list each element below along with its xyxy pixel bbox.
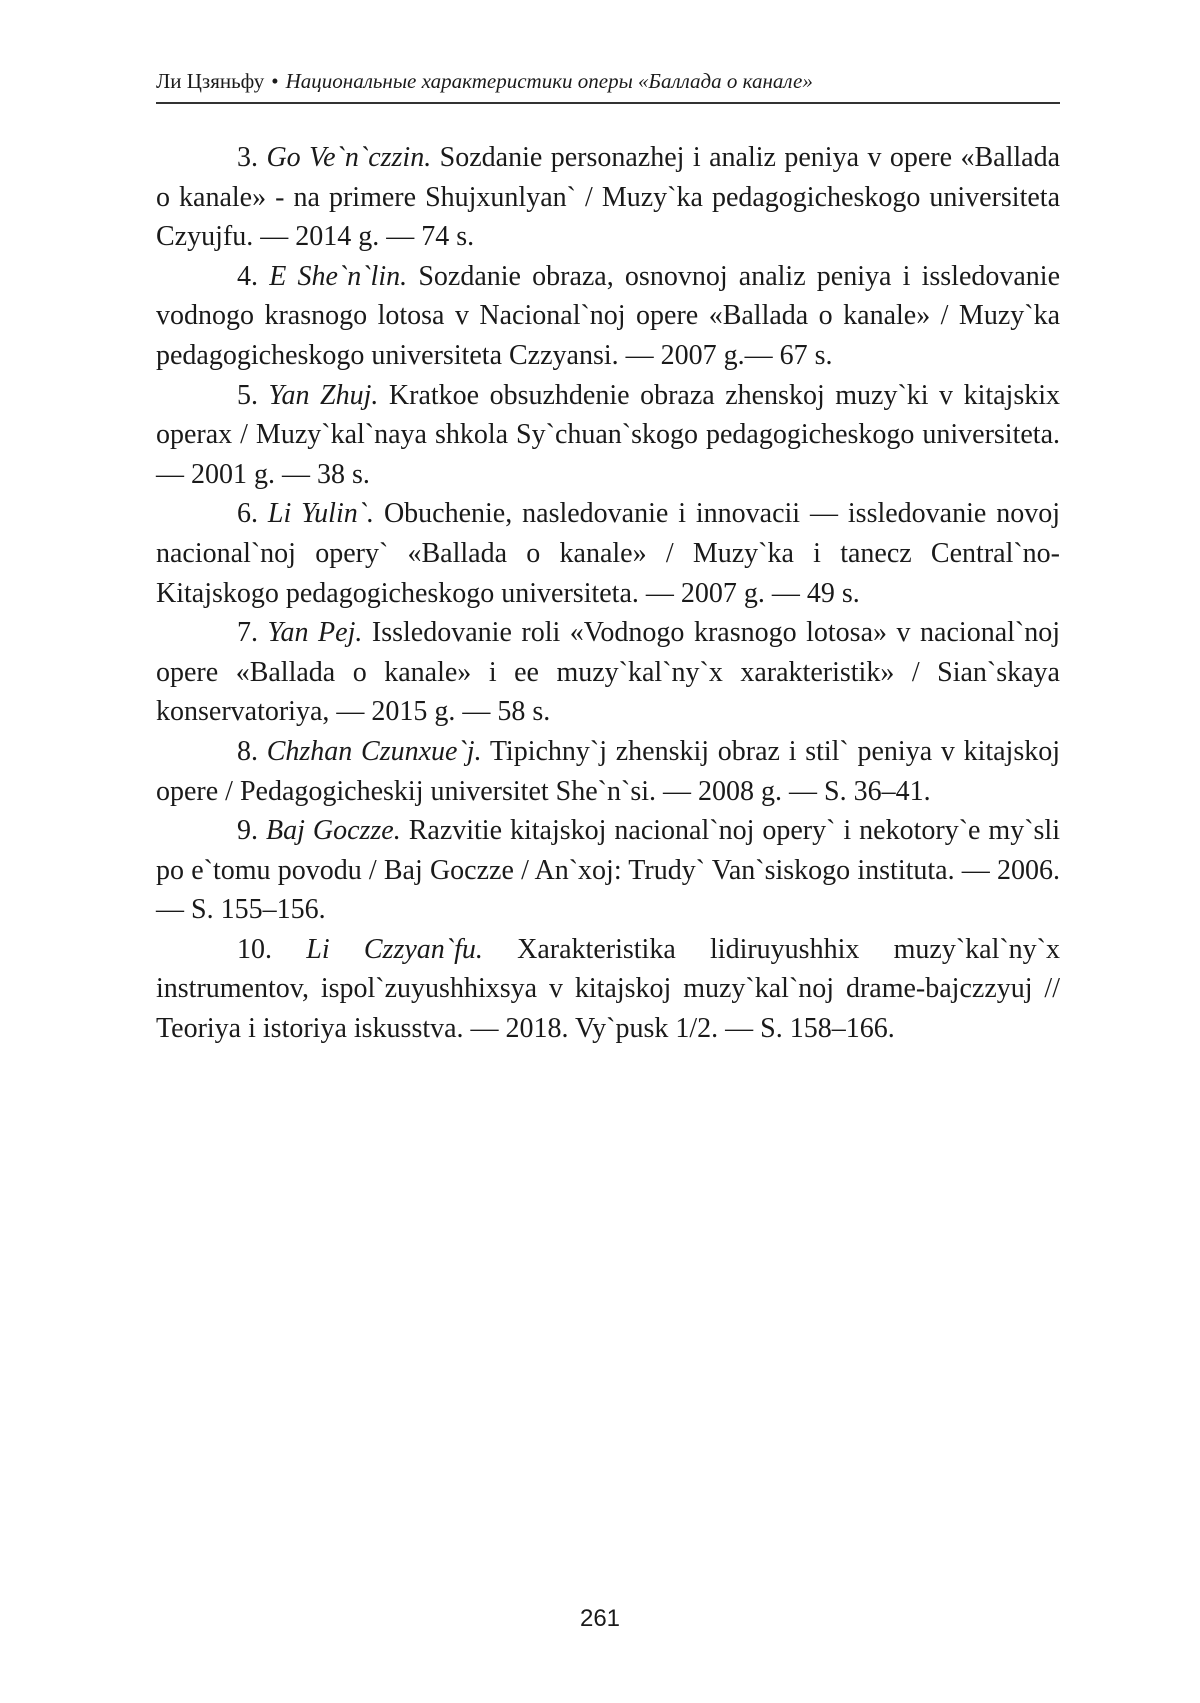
reference-text: Sozdanie obraza, osnovnoj analiz peniya i issledovanie vodnogo krasnogo lotosa v Nacional`noj opere «Ballada o kanale» / Muzy`ka pedagogicheskogo universiteta Czzyansi. — 2007 g.— 67 s. — [156, 261, 1060, 371]
reference-list — [156, 138, 1060, 1049]
reference-text: Razvitie kitajskoj nacional`noj opery` i nekotory`e my`sli po e`tomu povodu / Baj Goczze / An`xoj: Trudy` Van`siskogo instituta. — 2006. — S. 155–156. — [156, 815, 1060, 925]
reference-text: Obuchenie, nasledovanie i innovacii — issledovanie novoj nacional`noj opery` «Ballada o kanale» / Muzy`ka i tanecz Central`no-Kitajskogo pedagogicheskogo universiteta. — 2007 g. — 49 s. — [156, 498, 1060, 608]
reference-item — [156, 613, 1060, 732]
reference-item — [156, 732, 1060, 811]
header-title: Национальные характеристики оперы «Баллада о канале» — [286, 69, 813, 93]
reference-item — [156, 930, 1060, 1049]
reference-text: Xarakteristika lidiruyushhix muzy`kal`ny`x instrumentov, ispol`zuyushhixsya v kitajskoj muzy`kal`noj drame-bajczzyuj // Teoriya i istoriya iskusstva. — 2018. Vy`pusk 1/2. — S. 158–166. — [156, 934, 1060, 1044]
header-author: Ли Цзяньфу — [156, 69, 264, 93]
reference-item — [156, 376, 1060, 495]
header-separator: • — [271, 69, 278, 93]
reference-author: Li Czzyan`fu. — [306, 934, 483, 965]
reference-author: Li Yulin`. — [268, 498, 374, 529]
reference-item — [156, 494, 1060, 613]
reference-text: Kratkoe obsuzhdenie obraza zhenskoj muzy`ki v kitajskix operax / Muzy`kal`naya shkola Sy`chuan`skogo pedagogicheskogo universiteta. — 2001 g. — 38 s. — [156, 380, 1060, 490]
reference-number: 5. — [237, 380, 258, 411]
reference-number: 9. — [237, 815, 258, 846]
page-number: 261 — [0, 1604, 1200, 1634]
reference-number: 6. — [237, 498, 258, 529]
reference-number: 4. — [237, 261, 258, 292]
reference-text: Tipichny`j zhenskij obraz i stil` peniya v kitajskoj opere / Pedagogicheskij universitet She`n`si. — 2008 g. — S. 36–41. — [156, 736, 1060, 807]
running-header — [156, 66, 1060, 104]
reference-author: Chzhan Czunxue`j. — [267, 736, 482, 767]
reference-number: 7. — [237, 617, 258, 648]
reference-author: Baj Goczze. — [266, 815, 401, 846]
reference-item — [156, 138, 1060, 257]
reference-author: Yan Zhuj. — [269, 380, 379, 411]
reference-text: Sozdanie personazhej i analiz peniya v opere «Ballada o kanale» - na primere Shujxunlyan` / Muzy`ka pedagogicheskogo universiteta Czyujfu. — 2014 g. — 74 s. — [156, 142, 1060, 252]
reference-author: Go Ve`n`czzin. — [266, 142, 431, 173]
reference-number: 3. — [237, 142, 258, 173]
reference-author: E She`n`lin. — [269, 261, 407, 292]
reference-number: 8. — [237, 736, 258, 767]
reference-text: Issledovanie roli «Vodnogo krasnogo lotosa» v nacional`noj opere «Ballada o kanale» i ee muzy`kal`ny`x xarakteristik» / Sian`skaya konservatoriya, — 2015 g. — 58 s. — [156, 617, 1060, 727]
reference-item — [156, 811, 1060, 930]
reference-number: 10. — [237, 934, 272, 965]
reference-author: Yan Pej. — [268, 617, 363, 648]
reference-item — [156, 257, 1060, 376]
